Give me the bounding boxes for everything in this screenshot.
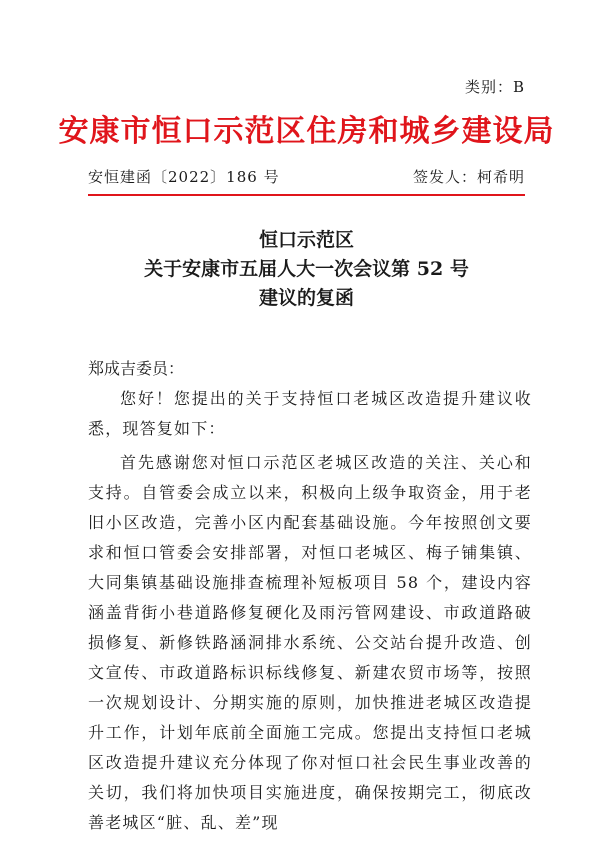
title-line-2: 关于安康市五届人大一次会议第 52 号 [144, 258, 469, 280]
organization-title: 安康市恒口示范区住房和城乡建设局 [58, 114, 555, 149]
title-line-3: 建议的复函 [258, 287, 354, 309]
document-title [0, 226, 613, 313]
red-divider [88, 194, 525, 196]
paragraph-greeting: 您好！您提出的关于支持恒口老城区改造提升建议收悉，现答复如下： [88, 389, 532, 438]
paragraph-response: 首先感谢您对恒口示范区老城区改造的关注、关心和支持。自管委会成立以来，积极向上级争取资金，用于老旧小区改造，完善小区内配套基础设施。今年按照创文要求和恒口管委会安排部署，对恒口老城区、梅子铺集镇、大同集镇基础设施排查梳理补短板项目 58 个，建设内容涵盖背街小巷道路修复硬化及雨污管网建设、市政道路破损修复、新修铁路涵洞排水系统、公交站台提升改造、创文宣传、市政道路标识标线修复、新建农贸市场等，按照一次规划设计、分期实施的原则，加快推进老城区改造提升工作，计划年底前全面施工完成。您提出支持恒口老城区改造提升建议充分体现了你对恒口社会民生事业改善的关切，我们将加快项目实施进度，确保按期完工，彻底改善老城区“脏、乱、差”现 [88, 453, 532, 832]
category-label: 类别：B [464, 78, 525, 96]
salutation: 郑成吉委员： [88, 359, 185, 378]
document-number: 安恒建函〔2022〕186 号 [88, 168, 280, 186]
signer: 签发人：柯希明 [412, 168, 525, 186]
title-line-1: 恒口示范区 [258, 229, 354, 251]
